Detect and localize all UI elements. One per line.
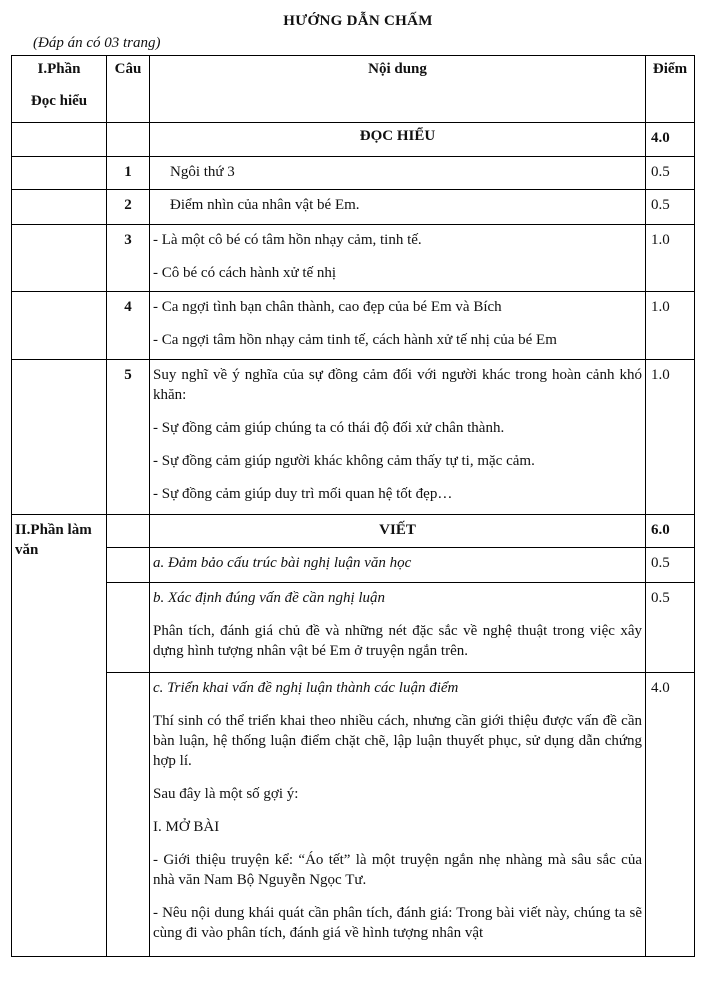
header-question-cell: Câu [107,56,150,123]
answer-text: - Cô bé có cách hành xử tế nhị [153,265,337,281]
answer-text: Điểm nhìn của nhân vật bé Em. [150,190,646,225]
answer-text: - Sự đồng cảm giúp người khác không cảm thấy tự ti, mặc cảm. [153,453,535,469]
answer-text: Suy nghĩ về ý nghĩa của sự đồng cảm đối với người khác trong hoàn cảnh khó khăn: [153,367,642,403]
question-number: 3 [107,225,150,292]
score-value: 1.0 [646,360,695,515]
empty-cell [12,157,107,190]
table-row [12,190,695,225]
score-value: 0.5 [646,583,695,673]
criterion-c-paragraph: Sau đây là một số gợi ý: [153,786,299,802]
reading-heading-row [12,123,695,157]
criterion-c-cell [150,673,646,957]
header-section-line2: Đọc hiểu [30,93,88,109]
answer-text: - Là một cô bé có tâm hồn nhạy cảm, tinh tế. [153,232,422,248]
score-value: 4.0 [646,673,695,957]
criterion-c-paragraph: Thí sinh có thể triển khai theo nhiều cách, nhưng cần giới thiệu được vấn đề cần bàn luận, hệ thống luận điểm chặt chẽ, lập luận thuyết phục, sử dụng dẫn chứng hợp lí. [153,713,642,769]
header-score-cell: Điểm [646,56,695,123]
table-row [12,157,695,190]
writing-total-score: 6.0 [646,515,695,548]
page-title: HƯỚNG DẪN CHẤM [283,13,433,29]
criterion-c-paragraph: - Giới thiệu truyện kể: “Áo tết” là một truyện ngắn nhẹ nhàng mà sâu sắc của nhà văn Nam Bộ Nguyễn Ngọc Tư. [153,852,642,888]
page-subtitle: (Đáp án có 03 trang) [33,35,161,51]
grading-table [11,55,695,957]
score-value: 1.0 [646,225,695,292]
answer-text: Ngôi thứ 3 [150,157,646,190]
empty-cell [107,515,150,548]
question-number: 1 [107,157,150,190]
criterion-b-body: Phân tích, đánh giá chủ đề và những nét đặc sắc về nghệ thuật trong việc xây dựng hình tượng nhân vật bé Em ở truyện ngắn trên. [153,623,642,659]
writing-heading-row [12,515,695,548]
criterion-b: b. Xác định đúng vấn đề cần nghị luận [153,590,386,606]
answer-text: - Ca ngợi tình bạn chân thành, cao đẹp của bé Em và Bích [153,299,502,315]
writing-heading: VIẾT [150,515,646,548]
question-number: 2 [107,190,150,225]
empty-cell [107,583,150,673]
empty-cell [12,225,107,292]
score-value: 0.5 [646,157,695,190]
criterion-a: a. Đảm bảo cấu trúc bài nghị luận văn học [150,548,646,583]
question-number: 5 [107,360,150,515]
header-content-cell: Nội dung [150,56,646,123]
writing-section-label: II.Phần làm văn [12,515,107,957]
header-section-cell [12,56,107,123]
question-number: 4 [107,292,150,360]
header-section-line1: I.Phần [37,61,81,77]
score-value: 0.5 [646,190,695,225]
empty-cell [107,673,150,957]
table-row [12,673,695,957]
criterion-c-paragraph: I. MỞ BÀI [153,819,220,835]
table-header-row [12,56,695,123]
table-row [12,360,695,515]
score-value: 1.0 [646,292,695,360]
reading-heading: ĐỌC HIỂU [150,123,646,157]
table-row [12,548,695,583]
empty-cell [12,360,107,515]
table-row [12,225,695,292]
criterion-b-cell [150,583,646,673]
answer-cell [150,360,646,515]
score-value: 0.5 [646,548,695,583]
answer-text: - Sự đồng cảm giúp chúng ta có thái độ đối xử chân thành. [153,420,505,436]
empty-cell [107,123,150,157]
empty-cell [12,292,107,360]
empty-cell [107,548,150,583]
answer-text: - Sự đồng cảm giúp duy trì mối quan hệ tốt đẹp… [153,486,453,502]
table-row [12,292,695,360]
answer-text: - Ca ngợi tâm hồn nhạy cảm tinh tế, cách hành xử tế nhị của bé Em [153,332,557,348]
criterion-c: c. Triển khai vấn đề nghị luận thành các luận điểm [153,680,459,696]
empty-cell [12,190,107,225]
criterion-c-paragraph: - Nêu nội dung khái quát cần phân tích, đánh giá: Trong bài viết này, chúng ta sẽ cùng đi vào phân tích, đánh giá về hình tượng nhân vật [153,905,642,941]
answer-cell [150,292,646,360]
answer-cell [150,225,646,292]
reading-total-score: 4.0 [646,123,695,157]
empty-cell [12,123,107,157]
table-row [12,583,695,673]
